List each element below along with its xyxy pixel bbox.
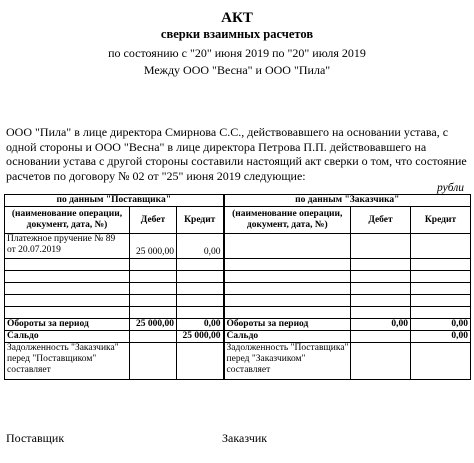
customer-header: по данным "Заказчика" xyxy=(224,195,471,207)
debt-text-line: составляет xyxy=(226,365,271,375)
empty-cell xyxy=(177,343,224,380)
payment-description xyxy=(5,234,130,259)
saldo-credit: 25 000,00 xyxy=(177,331,224,343)
payment-credit: 0,00 xyxy=(177,234,224,259)
customer-operation-header: (наименование операции, документ, дата, №) xyxy=(224,207,351,234)
intro-line: одной стороны и ООО "Весна" в лице директора Петрова П.П. действовавшего на xyxy=(6,139,427,154)
saldo-row xyxy=(5,331,471,343)
payment-description-line: от 20.07.2019 xyxy=(7,245,61,255)
supplier-debt-text xyxy=(5,343,130,380)
debt-text-line: Задолженность "Заказчика" xyxy=(7,343,119,353)
debt-text-line: перед "Заказчиком" xyxy=(226,354,306,364)
empty-cell xyxy=(130,331,177,343)
empty-cell xyxy=(130,343,177,380)
turnover-label: Обороты за период xyxy=(5,319,130,331)
act-subtitle: сверки взаимных расчетов xyxy=(160,27,314,41)
act-title: АКТ xyxy=(221,10,253,26)
supplier-operation-header: (наименование операции, документ, дата, №) xyxy=(5,207,130,234)
supplier-debit-header: Дебет xyxy=(130,207,177,234)
debt-row xyxy=(5,343,471,380)
turnover-credit: 0,00 xyxy=(411,319,471,331)
debt-text-line: перед "Поставщиком" xyxy=(7,354,97,364)
saldo-label: Сальдо xyxy=(5,331,130,343)
table-row xyxy=(5,295,471,307)
table-row xyxy=(5,307,471,319)
customer-credit-header: Кредит xyxy=(411,207,471,234)
table-row xyxy=(5,283,471,295)
table-subheader-row xyxy=(5,207,471,234)
debt-text-line: составляет xyxy=(7,365,51,375)
supplier-signature-label: Поставщик xyxy=(6,431,65,445)
empty-cell xyxy=(351,331,411,343)
reconciliation-table xyxy=(4,194,471,380)
payment-debit: 25 000,00 xyxy=(130,234,177,259)
empty-cell xyxy=(411,343,471,380)
table-row xyxy=(5,259,471,271)
table-header-row xyxy=(5,195,471,207)
intro-paragraph xyxy=(6,125,468,183)
act-period: по состоянию с "20" июня 2019 по "20" июля 2019 xyxy=(108,46,366,60)
payment-description-line: Платежное пручение № 89 xyxy=(7,234,116,244)
table-row xyxy=(5,234,471,259)
intro-line: основании устава с другой стороны составили настоящий акт сверки о том, что состояние xyxy=(6,154,467,168)
turnover-debit: 0,00 xyxy=(351,319,411,331)
empty-cell xyxy=(224,234,351,259)
debt-text-line: Задолженность "Поставщика" xyxy=(226,343,349,353)
customer-signature-label: Заказчик xyxy=(222,431,268,445)
intro-line: ООО "Пила" в лице директора Смирнова С.С., действовавшего на основании устава, с xyxy=(6,125,449,139)
supplier-credit-header: Кредит xyxy=(177,207,224,234)
table-row xyxy=(5,271,471,283)
supplier-header: по данным "Поставщика" xyxy=(5,195,224,207)
act-parties: Между ООО "Весна" и ООО "Пила" xyxy=(143,63,331,77)
currency-label: рубли xyxy=(437,182,464,194)
saldo-credit: 0,00 xyxy=(411,331,471,343)
empty-cell xyxy=(411,234,471,259)
intro-line: расчетов по договору № 02 от "25" июня 2019 следующие: xyxy=(6,168,306,183)
turnover-debit: 25 000,00 xyxy=(130,319,177,331)
empty-cell xyxy=(351,343,411,380)
turnover-row xyxy=(5,319,471,331)
turnover-credit: 0,00 xyxy=(177,319,224,331)
empty-cell xyxy=(351,234,411,259)
saldo-label: Сальдо xyxy=(224,331,351,343)
customer-debt-text xyxy=(224,343,351,380)
turnover-label: Обороты за период xyxy=(224,319,351,331)
customer-debit-header: Дебет xyxy=(351,207,411,234)
